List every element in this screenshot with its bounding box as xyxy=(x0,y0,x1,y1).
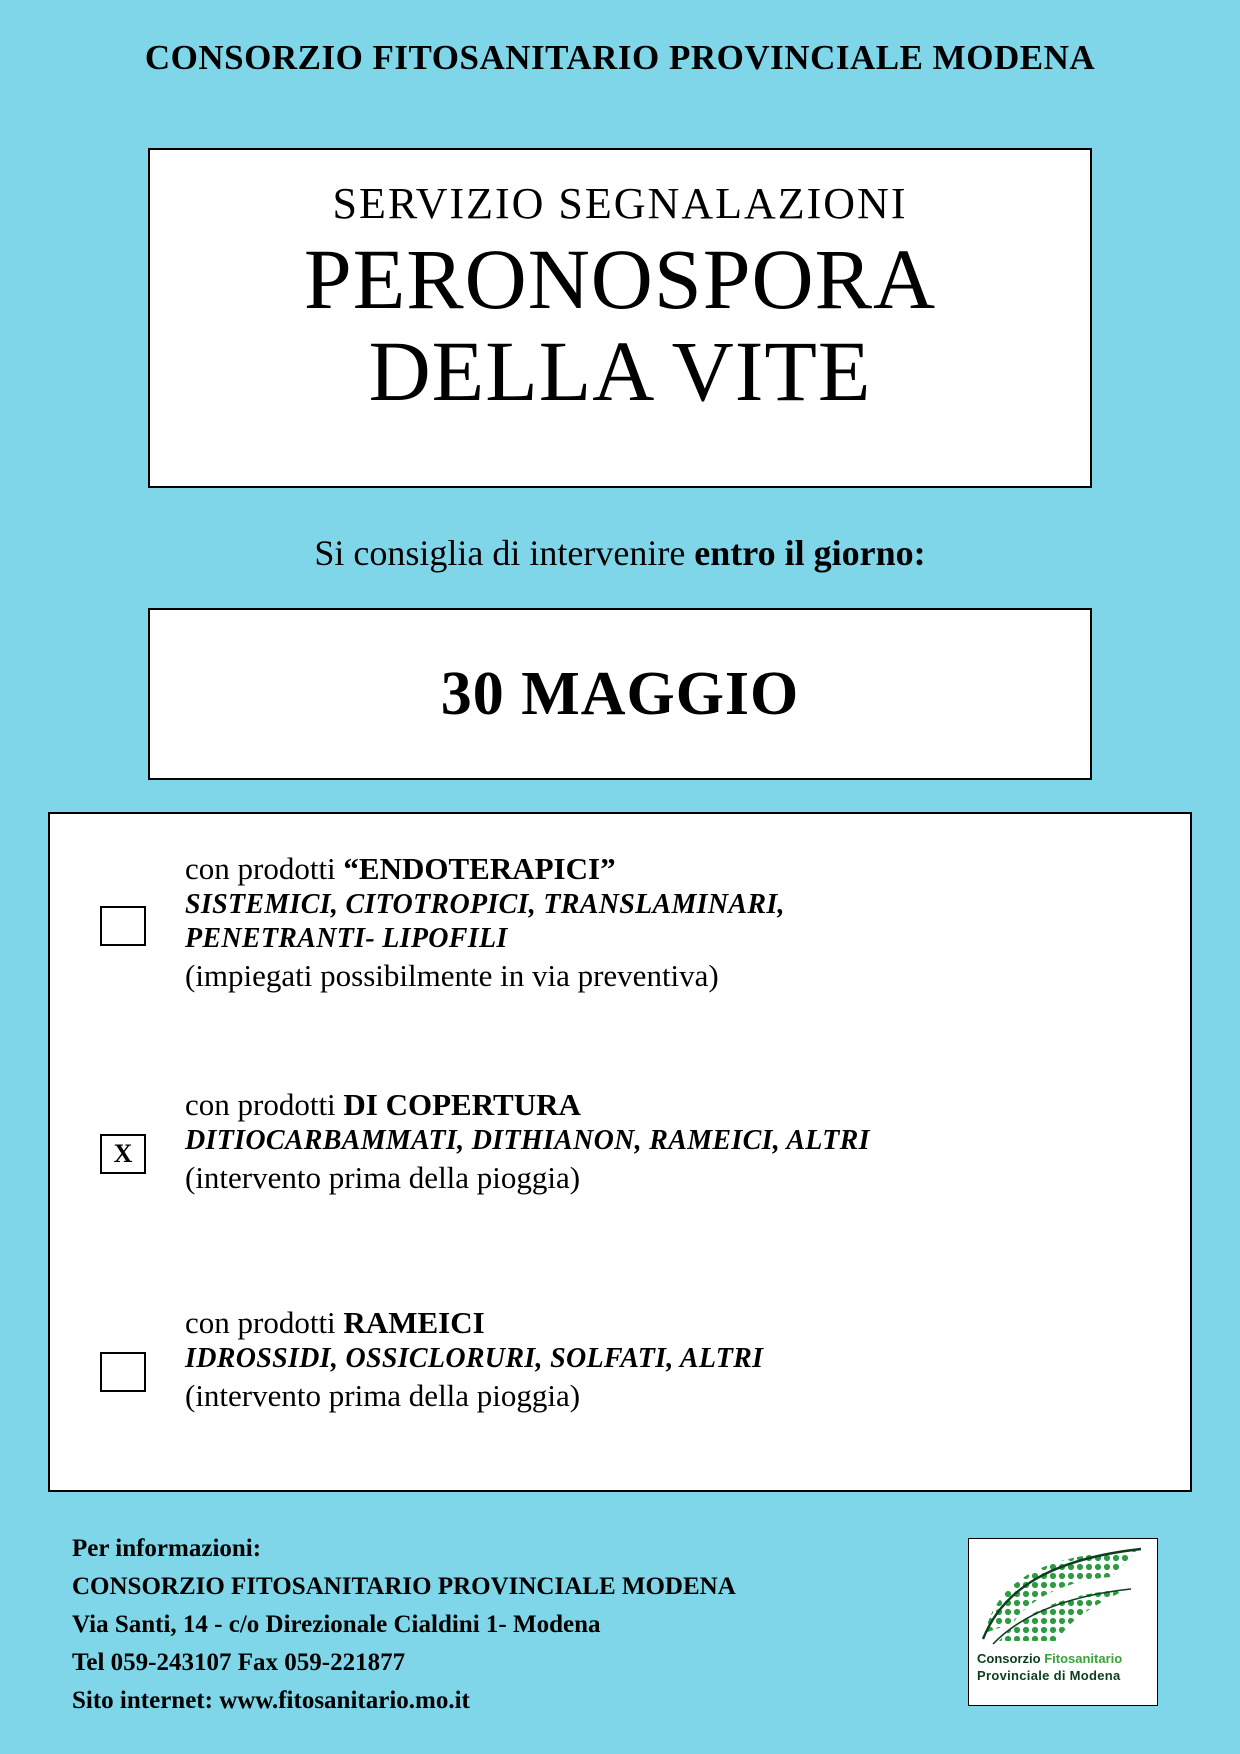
option-endoterapici-text xyxy=(185,850,1170,996)
advice-emphasis: entro il giorno: xyxy=(694,533,926,573)
option-prefix: con prodotti xyxy=(185,1305,344,1340)
logo-word-consorzio: Consorzio xyxy=(977,1651,1041,1666)
option-keyword: RAMEICI xyxy=(343,1305,485,1340)
footer-contact-block xyxy=(72,1530,912,1720)
organization-title: CONSORZIO FITOSANITARIO PROVINCIALE MODENA xyxy=(144,38,1096,77)
logo-line-1 xyxy=(977,1651,1153,1668)
option-copertura-detail-1: DITIOCARBAMMATI, DITHIANON, RAMEICI, ALTRI xyxy=(185,1124,870,1156)
option-rameici-heading xyxy=(185,1304,1170,1342)
option-rameici-detail-1: IDROSSIDI, OSSICLORURI, SOLFATI, ALTRI xyxy=(185,1342,764,1374)
checkbox-copertura[interactable]: X xyxy=(100,1134,146,1174)
logo-wordmark xyxy=(977,1651,1153,1685)
checkbox-endoterapici[interactable] xyxy=(100,906,146,946)
option-endoterapici-detail-1: SISTEMICI, CITOTROPICI, TRANSLAMINARI, xyxy=(185,888,785,920)
checkbox-rameici[interactable] xyxy=(100,1352,146,1392)
footer-address: Via Santi, 14 - c/o Direzionale Cialdini 1- Modena xyxy=(72,1611,601,1638)
consortium-logo xyxy=(968,1538,1158,1706)
advice-prefix: Si consiglia di intervenire xyxy=(314,533,695,573)
disease-name: PERONOSPORA xyxy=(303,231,937,327)
option-endoterapici-note: (impiegati possibilmente in via preventiva) xyxy=(185,958,719,994)
footer-info-label: Per informazioni: xyxy=(72,1535,262,1562)
logo-word-fitosanitario: Fitosanitario xyxy=(1044,1651,1123,1666)
treatment-date: 30 MAGGIO xyxy=(440,659,800,728)
option-endoterapici-heading xyxy=(185,850,1170,888)
option-prefix: con prodotti xyxy=(185,1087,344,1122)
service-subtitle: SERVIZIO SEGNALAZIONI xyxy=(332,179,908,228)
advice-line xyxy=(0,532,1240,574)
footer-phone-fax: Tel 059-243107 Fax 059-221877 xyxy=(72,1649,406,1676)
option-copertura-note: (intervento prima della pioggia) xyxy=(185,1159,581,1195)
option-rameici-note: (intervento prima della pioggia) xyxy=(185,1377,581,1413)
footer-org-name: CONSORZIO FITOSANITARIO PROVINCIALE MODENA xyxy=(72,1573,736,1600)
option-endoterapici-detail-2: PENETRANTI- LIPOFILI xyxy=(185,922,508,954)
option-prefix: con prodotti xyxy=(185,851,344,886)
crop-name: DELLA VITE xyxy=(368,322,872,419)
footer-website[interactable]: Sito internet: www.fitosanitario.mo.it xyxy=(72,1687,470,1714)
option-keyword: DI COPERTURA xyxy=(343,1087,581,1122)
option-copertura-text xyxy=(185,1086,1170,1198)
option-keyword: “ENDOTERAPICI” xyxy=(343,851,616,886)
logo-line-2: Provinciale di Modena xyxy=(977,1667,1121,1683)
option-rameici-text xyxy=(185,1304,1170,1416)
logo-leaf-icon xyxy=(977,1545,1149,1649)
title-panel xyxy=(148,148,1092,488)
date-panel xyxy=(148,608,1092,780)
option-copertura-heading xyxy=(185,1086,1170,1124)
options-panel xyxy=(48,812,1192,1492)
